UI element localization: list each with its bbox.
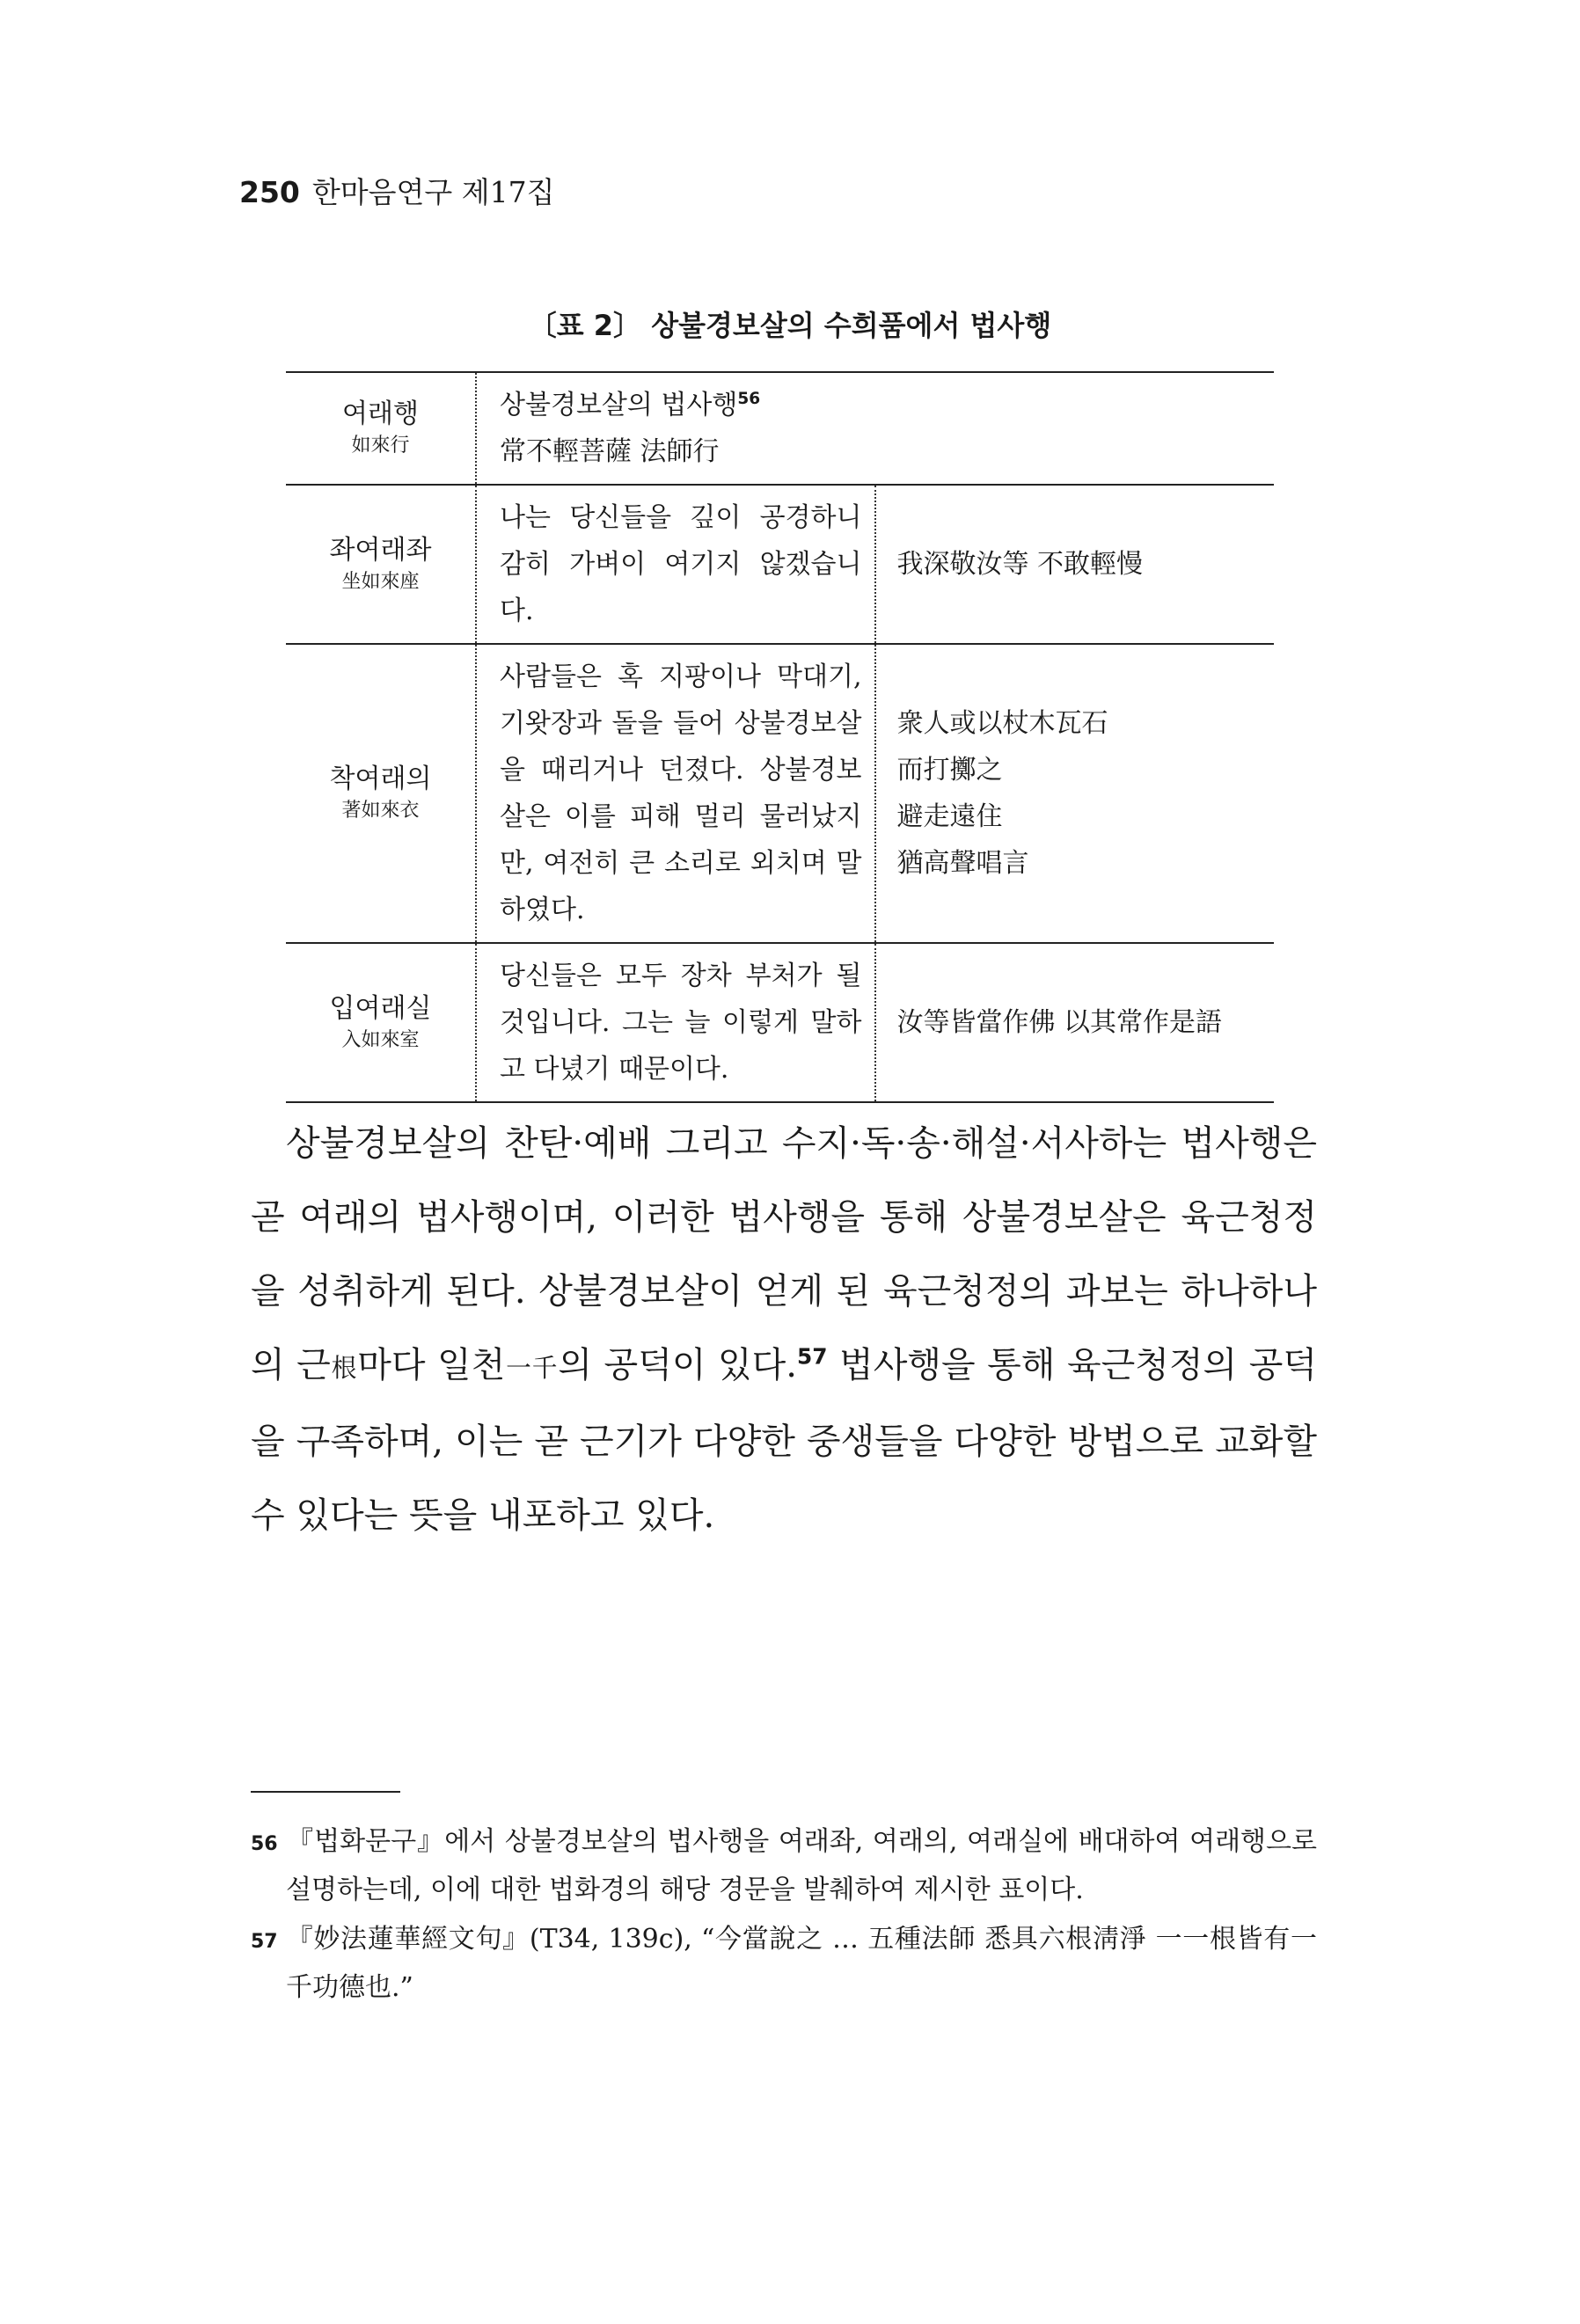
table-row <box>286 644 1274 943</box>
row-label <box>286 644 476 943</box>
body-hanja: 根 <box>330 1353 358 1383</box>
body-text-segment: 의 공덕이 있다. <box>558 1345 798 1385</box>
label-hanja: 如來行 <box>351 435 410 457</box>
page-number: 250 <box>239 175 300 209</box>
body-text-segment: 상불경보살의 찬탄·예배 그리고 수지·독·송·해설·서사하는 법사행은 곧 여래의 법사행이며, 이러한 법사행을 통해 상불경보살은 육근청정을 성취하게 된다. 상불경보살이 얻게 된 육근청정의 과보는 하나하나의 근 <box>251 1123 1317 1385</box>
korean-translation-cell: 사람들은 혹 지팡이나 막대기, 기왓장과 돌을 들어 상불경보살을 때리거나 던졌다. 상불경보살은 이를 피해 멀리 물러났지만, 여전히 큰 소리로 외치며 말하였다. <box>476 644 875 943</box>
footnotes <box>251 1819 1317 2014</box>
hanja-line: 衆人或以杖木瓦石 <box>896 708 1108 739</box>
table-row <box>286 372 1274 485</box>
footnote <box>251 1819 1317 1913</box>
korean-translation-cell: 당신들은 모두 장차 부처가 될 것입니다. 그는 늘 이렇게 말하고 다녔기 때문이다. <box>476 943 875 1102</box>
footnote-ref: 56 <box>737 390 761 408</box>
row-label <box>286 943 476 1102</box>
running-header <box>239 170 555 211</box>
dharma-practice-table <box>286 371 1274 1103</box>
hanja-source-cell: 汝等皆當作佛 以其常作是語 <box>875 943 1275 1102</box>
label-korean: 입여래실 <box>329 992 432 1024</box>
footnote-number: 56 <box>251 1833 278 1855</box>
hanja-source-cell: 我深敬汝等 不敢輕慢 <box>875 485 1275 644</box>
row-label <box>286 485 476 644</box>
body-text-segment: 마다 일천 <box>357 1345 506 1385</box>
table-row <box>286 485 1274 644</box>
footnote-text: 『법화문구』에서 상불경보살의 법사행을 여래좌, 여래의, 여래실에 배대하여 여래행으로 설명하는데, 이에 대한 법화경의 해당 경문을 발췌하여 제시한 표이다. <box>286 1826 1317 1905</box>
row-label <box>286 372 476 485</box>
label-korean: 좌여래좌 <box>329 534 432 566</box>
footnote-text: 『妙法蓮華經文句』(T34, 139c), “今當說之 … 五種法師 悉具六根淸淨 一一根皆有一千功德也.” <box>286 1924 1317 2003</box>
label-korean: 여래행 <box>342 398 419 429</box>
footnote <box>251 1917 1317 2011</box>
label-korean: 착여래의 <box>329 764 432 794</box>
table-cell <box>476 372 1274 485</box>
body-paragraph <box>251 1107 1317 1553</box>
table-caption: 〔표 2〕 상불경보살의 수희품에서 법사행 <box>528 309 1052 342</box>
journal-title: 한마음연구 제17집 <box>311 175 555 209</box>
korean-translation-cell: 나는 당신들을 깊이 공경하니 감히 가벼이 여기지 않겠습니다. <box>476 485 875 644</box>
cell-heading-text: 상불경보살의 법사행 <box>500 390 738 420</box>
label-hanja: 入如來室 <box>341 1028 420 1051</box>
hanja-source-cell <box>875 644 1275 943</box>
hanja-line: 猶高聲唱言 <box>896 848 1029 879</box>
label-hanja: 坐如來座 <box>341 570 420 593</box>
footnote-number: 57 <box>251 1931 278 1953</box>
footnote-divider <box>251 1791 400 1793</box>
cell-heading <box>500 382 1262 428</box>
hanja-line: 而打擲之 <box>896 755 1003 786</box>
label-hanja: 著如來衣 <box>341 800 420 822</box>
cell-heading-hanja: 常不輕菩薩 法師行 <box>500 436 720 467</box>
body-hanja: 一千 <box>505 1353 559 1383</box>
table-row <box>286 943 1274 1102</box>
footnote-ref: 57 <box>797 1343 828 1370</box>
body-text-segment: 법사행을 통해 육근청정의 공덕을 구족하며, 이는 곧 근기가 다양한 중생들을 다양한 방법으로 교화할 수 있다는 뜻을 내포하고 있다. <box>251 1345 1317 1536</box>
hanja-line: 避走遠住 <box>896 801 1003 832</box>
